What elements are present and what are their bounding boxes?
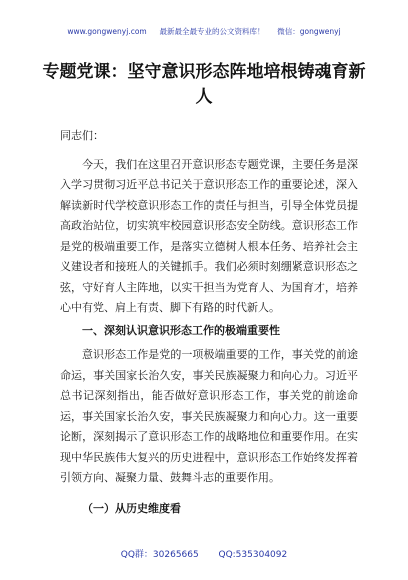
- document-body: [60, 126, 358, 519]
- footer-qq: QQ:535304092: [218, 550, 288, 560]
- section-heading: 一、深刻认识意识形态工作的极端重要性: [82, 323, 280, 337]
- header-site-link[interactable]: www.gongwenyj.com: [67, 27, 147, 36]
- header-wechat: 微信：gongwenyj: [277, 27, 341, 36]
- footer-qq-group: QQ群：30265665: [120, 550, 199, 560]
- page-header: [0, 26, 408, 37]
- salutation: 同志们：: [60, 129, 104, 142]
- subsection-heading: （一）从历史维度看: [82, 501, 181, 515]
- section-paragraph: 意识形态工作是党的一项极端重要的工作，事关党的前途命运，事关国家长治久安，事关民族凝聚力和向心力。习近平总书记深刻指出，能否做好意识形态工作，事关党的前途命运，事关国家长治久安，事关民族凝聚力和向心力。这一重要论断，深刻揭示了意识形态工作的战略地位和重要作用。在实现中华民族伟大复兴的历史进程中，意识形态工作始终发挥着引领方向、凝聚力量、鼓舞斗志的重要作用。: [60, 348, 358, 484]
- header-slogan: 最新最全最专业的公文资料库！: [159, 27, 265, 36]
- page-footer: [0, 547, 408, 560]
- document-title: 专题党课：坚守意识形态阵地培根铸魂育新人: [42, 62, 366, 107]
- intro-paragraph: 今天，我们在这里召开意识形态专题党课，主要任务是深入学习贯彻习近平总书记关于意识形态工作的重要论述，深入解读新时代学校意识形态工作的责任与担当，引导全体党员提高政治站位，切实筑牢校园意识形态安全防线。意识形态工作是党的极端重要工作，是落实立德树人根本任务、培养社会主义建设者和接班人的关键抓手。我们必须时刻绷紧意识形态之弦，守好育人主阵地，以实干担当为党育人、为国育才，培养心中有党、肩上有责、脚下有路的时代新人。: [60, 157, 358, 314]
